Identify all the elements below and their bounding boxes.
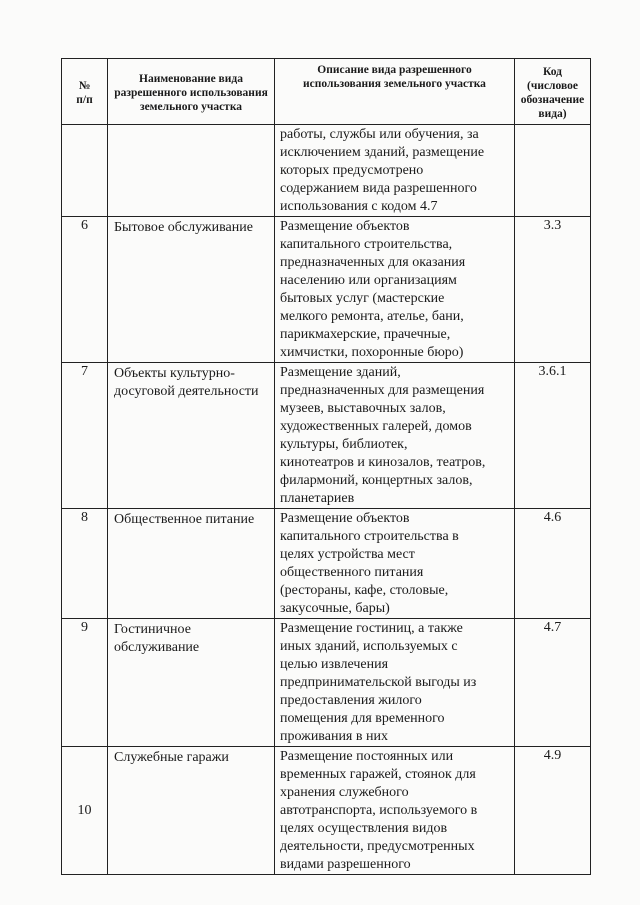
table-row <box>62 509 591 619</box>
row-code: 4.7 <box>515 619 591 747</box>
table-header-row <box>62 59 591 125</box>
row-description: Размещение гостиниц, а также иных зданий, используемых с целью извлечения предпринимательской выгоды из предоставления жилого помещения для временного проживания в них <box>275 619 515 747</box>
table-row <box>62 217 591 363</box>
land-use-table <box>61 58 591 875</box>
row-number: 10 <box>62 747 108 875</box>
row-number: 9 <box>62 619 108 747</box>
table-row <box>62 747 591 875</box>
row-code: 4.9 <box>515 747 591 875</box>
table-row <box>62 125 591 217</box>
row-name: Служебные гаражи <box>108 747 275 875</box>
row-code: 3.6.1 <box>515 363 591 509</box>
table-row <box>62 363 591 509</box>
row-code: 4.6 <box>515 509 591 619</box>
header-description: Описание вида разрешенного использования земельного участка <box>275 59 515 125</box>
row-description: Размещение зданий, предназначенных для размещения музеев, выставочных залов, художественных галерей, домов культуры, библиотек, кинотеатров и кинозалов, театров, филармоний, концертных залов, планетариев <box>275 363 515 509</box>
row-number: 8 <box>62 509 108 619</box>
row-name: Гостиничное обслуживание <box>108 619 275 747</box>
row-number: 6 <box>62 217 108 363</box>
row-description: Размещение объектов капитального строительства в целях устройства мест общественного питания (рестораны, кафе, столовые, закусочные, бары) <box>275 509 515 619</box>
row-code: 3.3 <box>515 217 591 363</box>
row-description: Размещение объектов капитального строительства, предназначенных для оказания населению или организациям бытовых услуг (мастерские мелкого ремонта, ателье, бани, парикмахерские, прачечные, химчистки, похоронные бюро) <box>275 217 515 363</box>
row-name: Общественное питание <box>108 509 275 619</box>
row-number: 7 <box>62 363 108 509</box>
row-code <box>515 125 591 217</box>
row-name <box>108 125 275 217</box>
table-row <box>62 619 591 747</box>
header-name: Наименование вида разрешенного использования земельного участка <box>108 59 275 125</box>
row-name: Объекты культурно-досуговой деятельности <box>108 363 275 509</box>
row-number <box>62 125 108 217</box>
row-name: Бытовое обслуживание <box>108 217 275 363</box>
row-description: Размещение постоянных или временных гаражей, стоянок для хранения служебного автотранспорта, используемого в целях осуществления видов деятельности, предусмотренных видами разрешенного <box>275 747 515 875</box>
header-number: № п/п <box>62 59 108 125</box>
row-description: работы, службы или обучения, за исключением зданий, размещение которых предусмотрено содержанием вида разрешенного использования с кодом 4.7 <box>275 125 515 217</box>
header-code: Код (числовое обозначение вида) <box>515 59 591 125</box>
